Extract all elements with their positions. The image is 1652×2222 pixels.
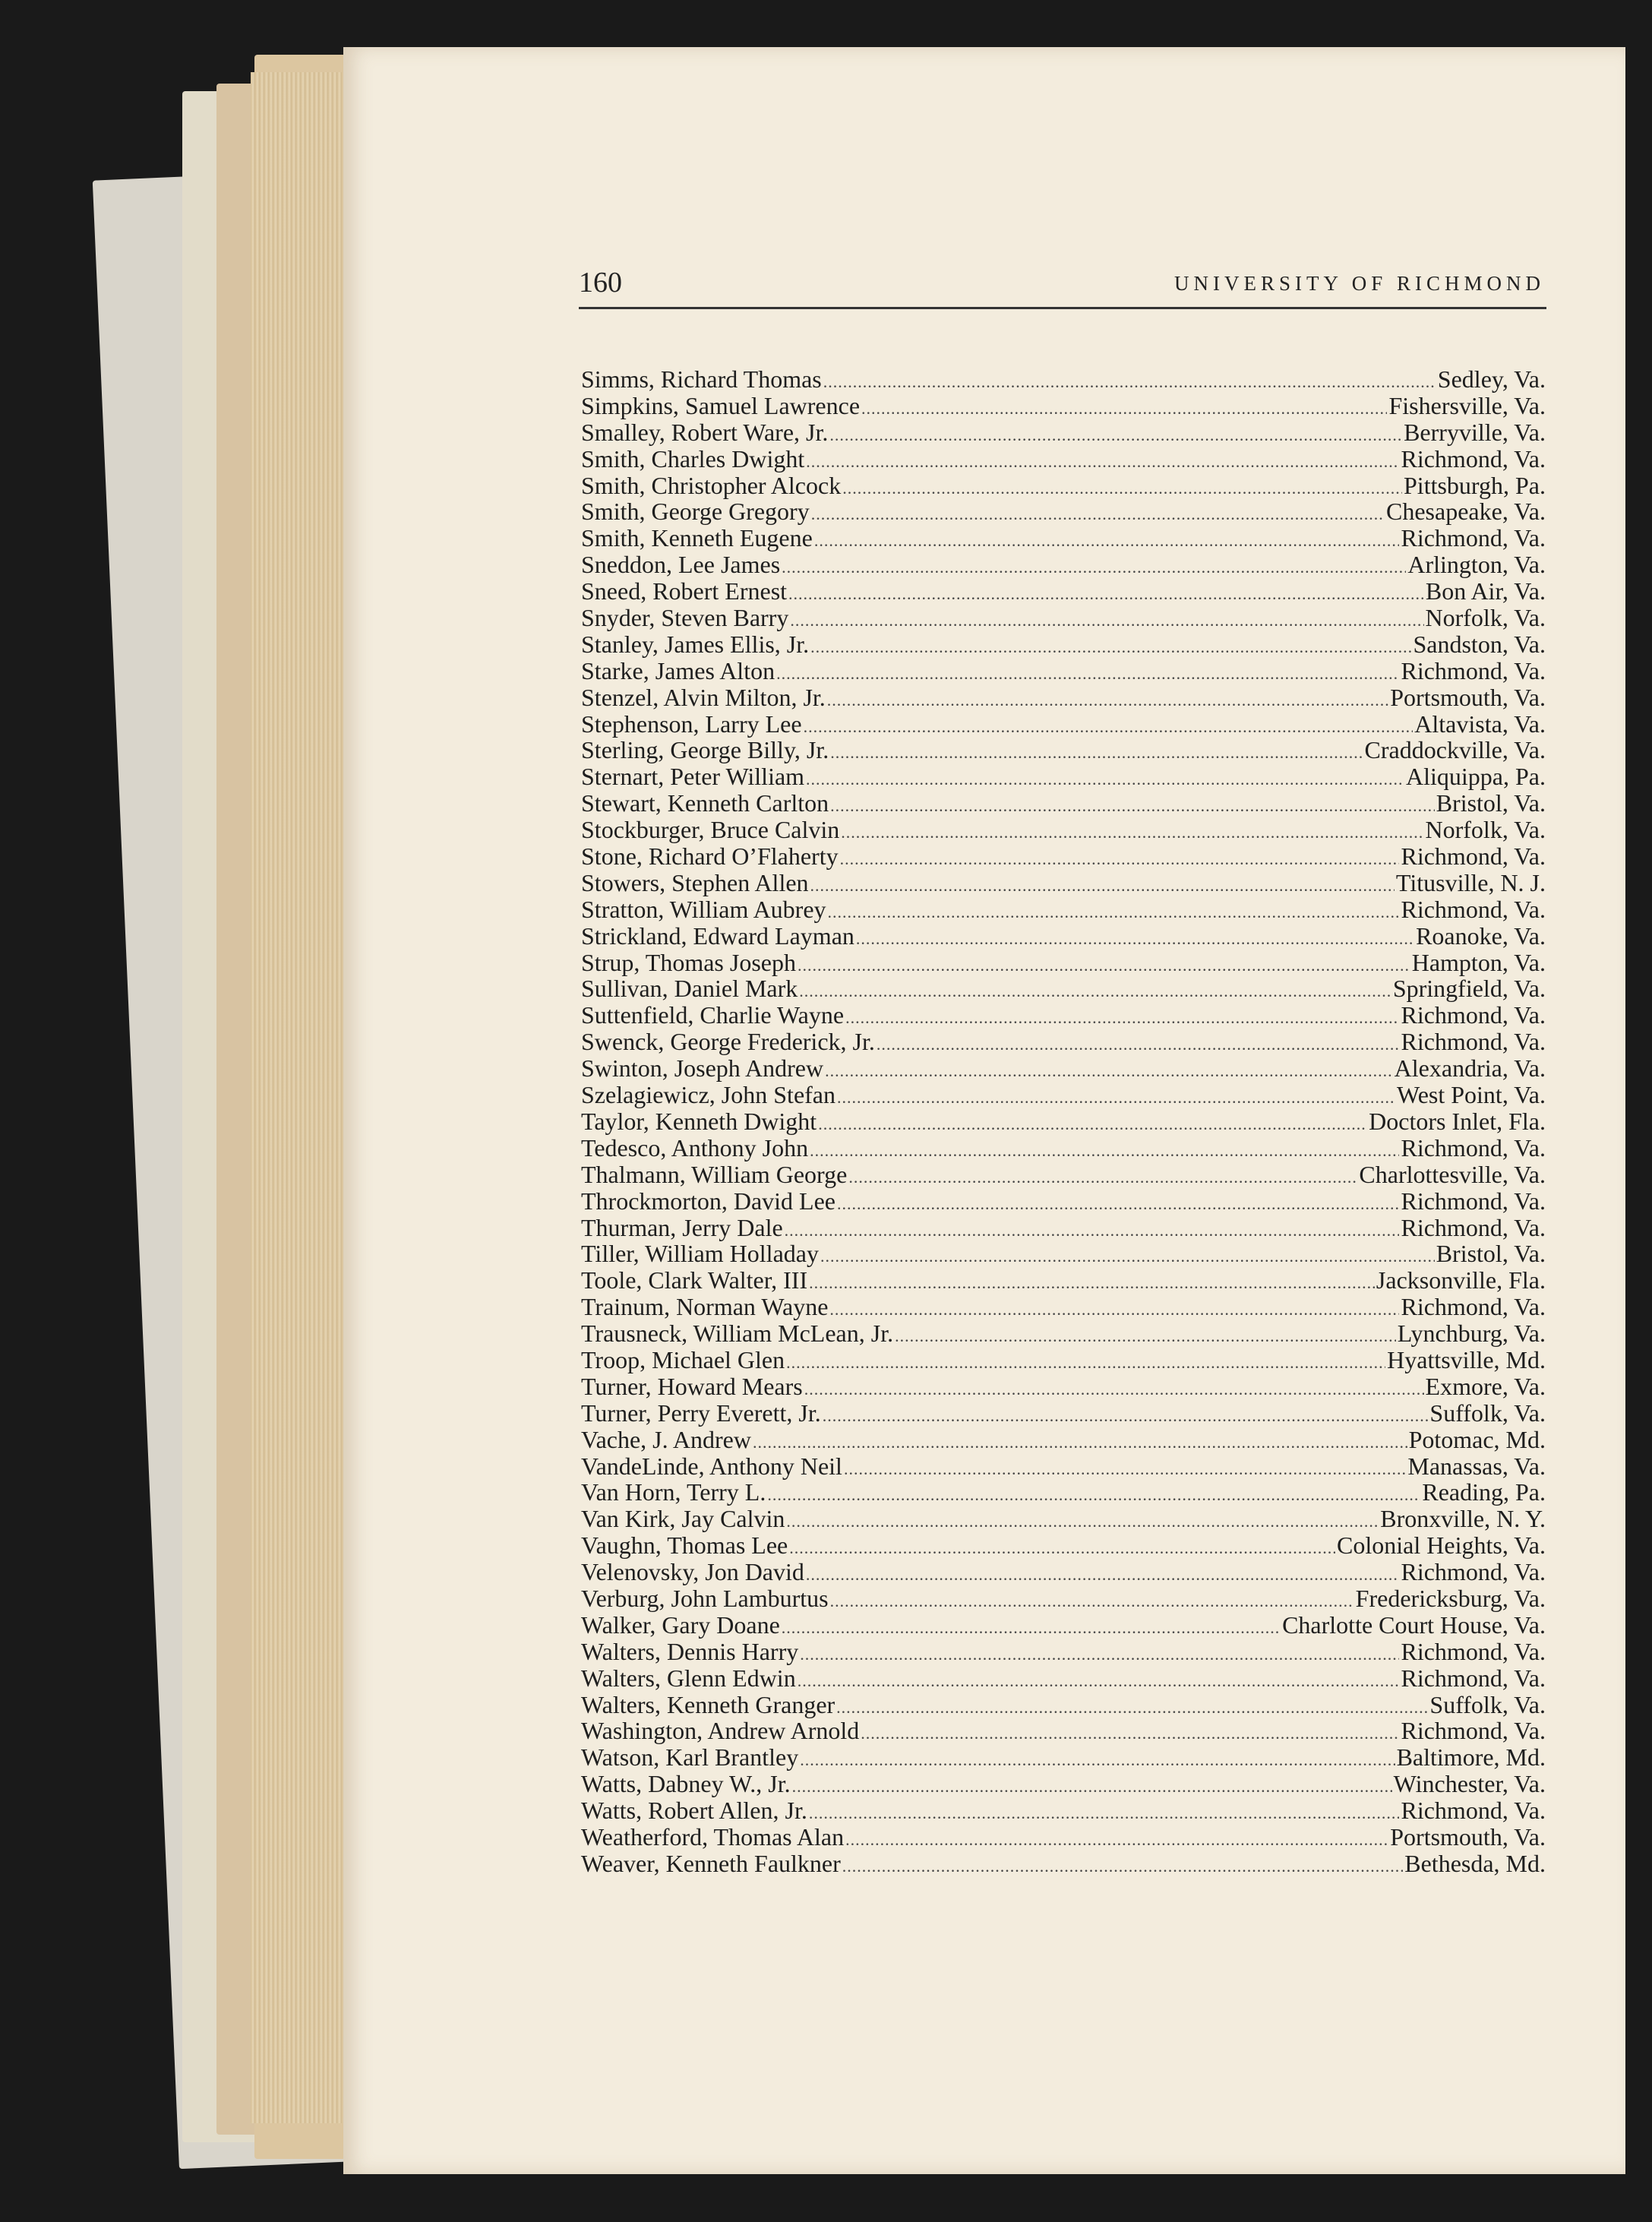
list-item — [581, 1743, 1546, 1770]
hometown: Alexandria, Va. — [1394, 1054, 1546, 1083]
student-name: Smith, Kenneth Eugene — [581, 524, 813, 552]
list-item — [581, 763, 1546, 789]
student-name: Smalley, Robert Ware, Jr. — [581, 418, 829, 446]
student-name: Stewart, Kenneth Carlton — [581, 789, 829, 817]
hometown: Suffolk, Va. — [1429, 1690, 1546, 1718]
hometown: Richmond, Va. — [1401, 1001, 1546, 1029]
hometown: Roanoke, Va. — [1416, 921, 1546, 950]
dot-leader — [823, 372, 1436, 392]
list-item — [581, 842, 1546, 869]
list-item — [581, 1797, 1546, 1823]
dot-leader — [827, 691, 1388, 710]
list-item — [581, 419, 1546, 445]
student-name: Walters, Kenneth Granger — [581, 1690, 835, 1718]
list-item — [581, 445, 1546, 472]
hometown: Richmond, Va. — [1401, 656, 1546, 684]
student-name: Tedesco, Anthony John — [581, 1133, 809, 1162]
list-item — [581, 896, 1546, 922]
list-item — [581, 684, 1546, 710]
hometown: Baltimore, Md. — [1396, 1743, 1546, 1772]
list-item — [581, 1478, 1546, 1505]
hometown: Doctors Inlet, Fla. — [1369, 1107, 1546, 1135]
hometown: Altavista, Va. — [1414, 710, 1546, 738]
list-item — [581, 949, 1546, 975]
dot-leader — [798, 1671, 1400, 1691]
dot-leader — [842, 1857, 1403, 1876]
dot-leader — [837, 1088, 1395, 1108]
dot-leader — [842, 479, 1402, 498]
hometown: Richmond, Va. — [1401, 895, 1546, 923]
dot-leader — [785, 1221, 1400, 1241]
dot-leader — [804, 1380, 1424, 1399]
dot-leader — [837, 1194, 1399, 1214]
hometown: Craddockville, Va. — [1364, 736, 1546, 764]
list-item — [581, 1108, 1546, 1134]
hometown: Charlottesville, Va. — [1359, 1160, 1546, 1188]
dot-leader — [806, 1565, 1400, 1585]
dot-leader — [848, 1168, 1357, 1187]
hometown: Richmond, Va. — [1401, 1213, 1546, 1241]
page-header — [579, 266, 1545, 311]
list-item — [581, 1611, 1546, 1638]
student-name: Walters, Dennis Harry — [581, 1637, 799, 1665]
list-item — [581, 1505, 1546, 1531]
list-item — [581, 1850, 1546, 1876]
list-item — [581, 922, 1546, 949]
dot-leader — [845, 1008, 1399, 1028]
hometown: Bristol, Va. — [1436, 1240, 1546, 1268]
student-name: Tiller, William Holladay — [581, 1240, 819, 1268]
dot-leader — [861, 399, 1387, 419]
student-name: Smith, Christopher Alcock — [581, 471, 842, 499]
dot-leader — [790, 611, 1423, 631]
student-name: Weatherford, Thomas Alan — [581, 1822, 845, 1851]
student-name: Simpkins, Samuel Lawrence — [581, 391, 861, 419]
hometown: Sandston, Va. — [1413, 630, 1546, 658]
student-name: Suttenfield, Charlie Wayne — [581, 1001, 845, 1029]
hometown: Colonial Heights, Va. — [1337, 1531, 1546, 1560]
list-item — [581, 975, 1546, 1001]
dot-leader — [830, 1591, 1354, 1611]
hometown: Richmond, Va. — [1401, 842, 1546, 871]
student-name: Stockburger, Bruce Calvin — [581, 816, 840, 844]
hometown: Suffolk, Va. — [1429, 1399, 1546, 1427]
student-name: Starke, James Alton — [581, 656, 775, 684]
student-name: Stowers, Stephen Allen — [581, 868, 809, 896]
dot-leader — [811, 504, 1385, 524]
page-edges — [251, 72, 342, 2123]
hometown: Richmond, Va. — [1401, 1133, 1546, 1162]
hometown: Bristol, Va. — [1436, 789, 1546, 817]
hometown: Fredericksburg, Va. — [1355, 1584, 1546, 1612]
dot-leader — [798, 956, 1410, 975]
dot-leader — [845, 1830, 1388, 1850]
student-name: Thurman, Jerry Dale — [581, 1213, 783, 1241]
list-item — [581, 1426, 1546, 1452]
dot-leader — [800, 1645, 1399, 1664]
student-name: Van Horn, Terry L. — [581, 1478, 766, 1506]
dot-leader — [786, 1353, 1385, 1373]
hometown: Titusville, N. J. — [1395, 868, 1546, 896]
list-item — [581, 1028, 1546, 1054]
hometown: Richmond, Va. — [1401, 1293, 1546, 1321]
dot-leader — [799, 981, 1391, 1001]
student-name: Trainum, Norman Wayne — [581, 1293, 829, 1321]
dot-leader — [877, 1035, 1400, 1054]
hometown: Norfolk, Va. — [1425, 604, 1546, 632]
student-name: Troop, Michael Glen — [581, 1345, 785, 1373]
list-item — [581, 1293, 1546, 1320]
student-name: Stanley, James Ellis, Jr. — [581, 630, 810, 658]
list-item — [581, 1161, 1546, 1187]
hometown: Richmond, Va. — [1401, 524, 1546, 552]
dot-leader — [814, 531, 1400, 551]
dot-leader — [782, 558, 1406, 577]
student-name: Watson, Karl Brantley — [581, 1743, 799, 1772]
list-item — [581, 789, 1546, 816]
dot-leader — [782, 1618, 1281, 1638]
dot-leader — [788, 584, 1424, 604]
list-item — [581, 736, 1546, 763]
hometown: Sedley, Va. — [1437, 365, 1546, 393]
list-item — [581, 1320, 1546, 1346]
hometown: Aliquippa, Pa. — [1406, 763, 1546, 791]
dot-leader — [786, 1512, 1379, 1531]
student-name: Washington, Andrew Arnold — [581, 1717, 860, 1745]
student-name: Stratton, William Aubrey — [581, 895, 826, 923]
hometown: Reading, Pa. — [1422, 1478, 1546, 1506]
student-name: Stenzel, Alvin Milton, Jr. — [581, 683, 826, 711]
student-name: Walker, Gary Doane — [581, 1610, 780, 1639]
list-item — [581, 1691, 1546, 1718]
hometown: Bronxville, N. Y. — [1380, 1505, 1546, 1533]
student-name: Taylor, Kenneth Dwight — [581, 1107, 817, 1135]
dot-leader — [844, 1459, 1406, 1479]
hometown: Fishersville, Va. — [1388, 391, 1546, 419]
hometown: Richmond, Va. — [1401, 1664, 1546, 1692]
directory-list — [581, 365, 1546, 1876]
dot-leader — [792, 1777, 1392, 1797]
student-name: Watts, Robert Allen, Jr. — [581, 1797, 807, 1825]
hometown: Hyattsville, Md. — [1387, 1345, 1546, 1373]
dot-leader — [806, 452, 1399, 472]
list-item — [581, 1266, 1546, 1293]
list-item — [581, 1823, 1546, 1850]
dot-leader — [806, 770, 1404, 789]
list-item — [581, 1770, 1546, 1797]
student-name: Sterling, George Billy, Jr. — [581, 736, 829, 764]
student-name: Sneed, Robert Ernest — [581, 577, 788, 605]
list-item — [581, 657, 1546, 684]
student-name: Smith, Charles Dwight — [581, 444, 805, 473]
student-name: Sneddon, Lee James — [581, 551, 781, 579]
hometown: Charlotte Court House, Va. — [1282, 1610, 1546, 1639]
student-name: Throckmorton, David Lee — [581, 1187, 835, 1215]
hometown: Chesapeake, Va. — [1386, 498, 1546, 526]
hometown: Berryville, Va. — [1404, 418, 1546, 446]
dot-leader — [828, 902, 1400, 922]
list-item — [581, 524, 1546, 551]
hometown: Richmond, Va. — [1401, 1637, 1546, 1665]
hometown: Exmore, Va. — [1425, 1372, 1546, 1400]
list-item — [581, 1664, 1546, 1691]
list-item — [581, 1346, 1546, 1373]
list-item — [581, 1399, 1546, 1426]
hometown: Jacksonville, Fla. — [1376, 1266, 1546, 1294]
student-name: Sullivan, Daniel Mark — [581, 975, 798, 1003]
list-item — [581, 1558, 1546, 1585]
hometown: Bethesda, Md. — [1404, 1849, 1546, 1877]
dot-leader — [809, 1273, 1375, 1293]
hometown: Richmond, Va. — [1401, 1558, 1546, 1586]
student-name: Strup, Thomas Joseph — [581, 948, 796, 976]
student-name: Trausneck, William McLean, Jr. — [581, 1320, 894, 1348]
list-item — [581, 498, 1546, 524]
student-name: Watts, Dabney W., Jr. — [581, 1770, 791, 1798]
hometown: Winchester, Va. — [1393, 1770, 1546, 1798]
dot-leader — [841, 823, 1423, 842]
student-name: Swinton, Joseph Andrew — [581, 1054, 824, 1083]
page-number: 160 — [579, 267, 622, 299]
hometown: West Point, Va. — [1397, 1081, 1546, 1109]
dot-leader — [809, 1803, 1400, 1823]
hometown: Springfield, Va. — [1392, 975, 1546, 1003]
dot-leader — [823, 1406, 1429, 1426]
hometown: Lynchburg, Va. — [1397, 1320, 1546, 1348]
student-name: Weaver, Kenneth Faulkner — [581, 1849, 841, 1877]
hometown: Richmond, Va. — [1401, 1187, 1546, 1215]
student-name: Stone, Richard O’Flaherty — [581, 842, 839, 871]
student-name: Vache, J. Andrew — [581, 1425, 751, 1453]
list-item — [581, 1081, 1546, 1108]
hometown: Richmond, Va. — [1401, 1797, 1546, 1825]
hometown: Richmond, Va. — [1401, 1028, 1546, 1056]
dot-leader — [804, 717, 1414, 737]
student-name: Van Kirk, Jay Calvin — [581, 1505, 785, 1533]
list-item — [581, 1240, 1546, 1266]
dot-leader — [895, 1326, 1396, 1346]
dot-leader — [820, 1247, 1435, 1266]
student-name: Smith, George Gregory — [581, 498, 810, 526]
dot-leader — [829, 1300, 1399, 1320]
hometown: Richmond, Va. — [1401, 444, 1546, 473]
dot-leader — [830, 743, 1363, 763]
student-name: Vaughn, Thomas Lee — [581, 1531, 788, 1560]
list-item — [581, 577, 1546, 604]
student-name: Velenovsky, Jon David — [581, 1558, 804, 1586]
student-name: Snyder, Steven Barry — [581, 604, 789, 632]
list-item — [581, 1717, 1546, 1743]
dot-leader — [767, 1485, 1420, 1505]
student-name: Turner, Howard Mears — [581, 1372, 803, 1400]
student-name: Simms, Richard Thomas — [581, 365, 822, 393]
student-name: Toole, Clark Walter, III — [581, 1266, 808, 1294]
dot-leader — [789, 1538, 1335, 1558]
list-item — [581, 551, 1546, 577]
hometown: Bon Air, Va. — [1425, 577, 1546, 605]
running-head: UNIVERSITY OF RICHMOND — [1173, 272, 1545, 295]
student-name: Sternart, Peter William — [581, 763, 805, 791]
student-name: VandeLinde, Anthony Neil — [581, 1452, 842, 1480]
list-item — [581, 472, 1546, 498]
dot-leader — [810, 637, 1411, 657]
list-item — [581, 392, 1546, 419]
list-item — [581, 365, 1546, 392]
hometown: Pittsburgh, Pa. — [1404, 471, 1546, 499]
student-name: Stephenson, Larry Lee — [581, 710, 802, 738]
dot-leader — [825, 1061, 1393, 1081]
dot-leader — [829, 425, 1402, 445]
list-item — [581, 1373, 1546, 1399]
dot-leader — [753, 1433, 1407, 1452]
hometown: Manassas, Va. — [1407, 1452, 1546, 1480]
list-item — [581, 631, 1546, 657]
list-item — [581, 869, 1546, 896]
student-name: Swenck, George Frederick, Jr. — [581, 1028, 875, 1056]
dot-leader — [800, 1750, 1395, 1770]
list-item — [581, 1001, 1546, 1028]
dot-leader — [776, 664, 1399, 684]
list-item — [581, 1585, 1546, 1611]
student-name: Walters, Glenn Edwin — [581, 1664, 796, 1692]
hometown: Richmond, Va. — [1401, 1717, 1546, 1745]
list-item — [581, 1638, 1546, 1664]
list-item — [581, 1054, 1546, 1081]
list-item — [581, 1452, 1546, 1479]
hometown: Portsmouth, Va. — [1390, 1822, 1546, 1851]
dot-leader — [840, 849, 1400, 869]
dot-leader — [830, 796, 1435, 816]
dot-leader — [861, 1724, 1399, 1743]
dot-leader — [818, 1114, 1367, 1134]
list-item — [581, 604, 1546, 631]
header-rule — [579, 307, 1546, 309]
student-name: Szelagiewicz, John Stefan — [581, 1081, 835, 1109]
list-item — [581, 1134, 1546, 1161]
list-item — [581, 710, 1546, 737]
student-name: Turner, Perry Everett, Jr. — [581, 1399, 821, 1427]
hometown: Potomac, Md. — [1408, 1425, 1546, 1453]
dot-leader — [836, 1698, 1428, 1718]
dot-leader — [810, 876, 1395, 896]
hometown: Portsmouth, Va. — [1390, 683, 1546, 711]
student-name: Strickland, Edward Layman — [581, 921, 854, 950]
hometown: Arlington, Va. — [1407, 551, 1546, 579]
list-item — [581, 1187, 1546, 1214]
dot-leader — [856, 929, 1414, 949]
student-name: Thalmann, William George — [581, 1160, 848, 1188]
student-name: Verburg, John Lamburtus — [581, 1584, 829, 1612]
list-item — [581, 1531, 1546, 1558]
list-item — [581, 1214, 1546, 1241]
hometown: Norfolk, Va. — [1425, 816, 1546, 844]
dot-leader — [810, 1141, 1399, 1161]
hometown: Hampton, Va. — [1411, 948, 1546, 976]
list-item — [581, 816, 1546, 842]
